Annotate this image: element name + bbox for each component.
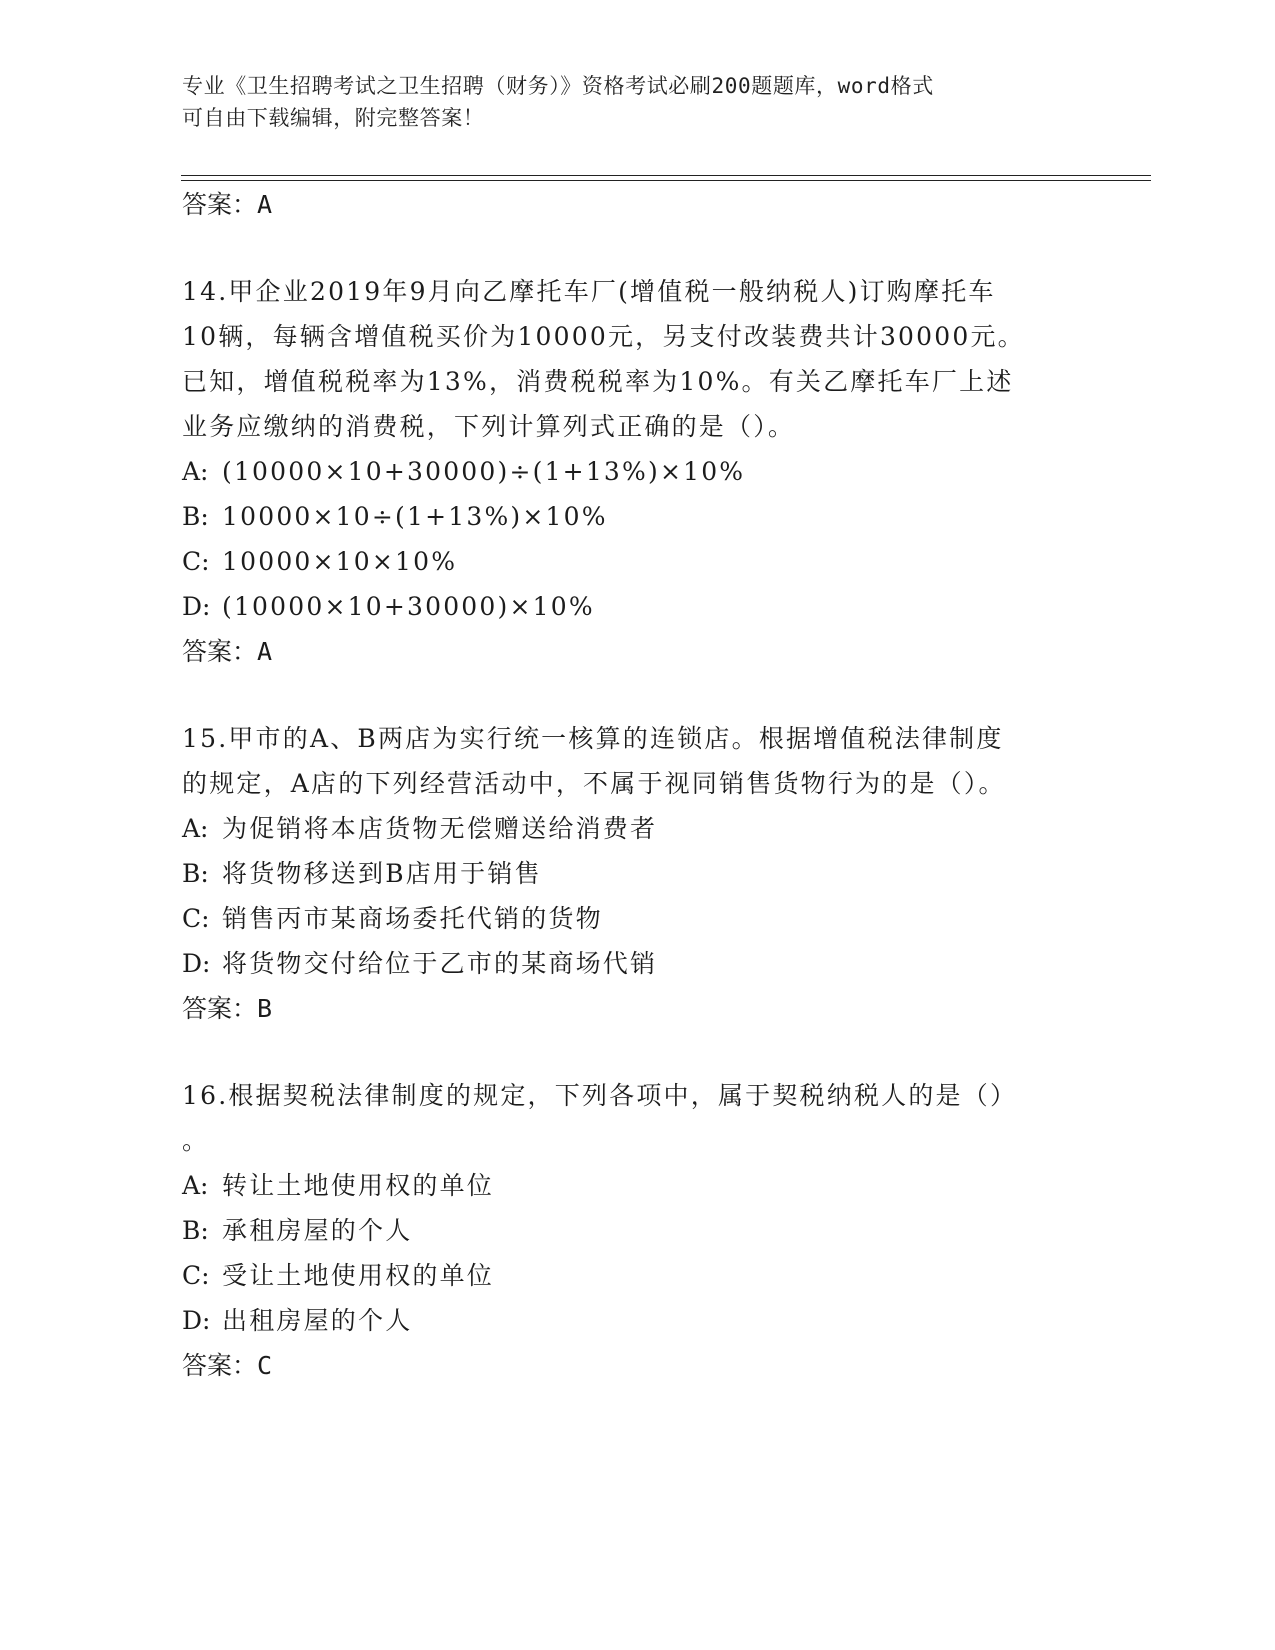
option-d <box>182 584 1082 629</box>
option-a <box>182 806 1082 851</box>
header-rule-top <box>181 175 1151 176</box>
option-text: 受让土地使用权的单位 <box>222 1261 495 1290</box>
header-line-2: 可自由下载编辑，附完整答案！ <box>182 106 485 130</box>
option-letter: C: <box>182 547 210 576</box>
option-text: 10000×10×10% <box>222 547 458 576</box>
option-text: (10000×10+30000)÷(1+13%)×10% <box>222 457 746 486</box>
question-content <box>182 182 1082 1388</box>
option-letter: D: <box>182 949 211 978</box>
question-text-line: 14.甲企业2019年9月向乙摩托车厂(增值税一般纳税人)订购摩托车 <box>182 277 996 306</box>
question-text-line: 。 <box>182 1126 210 1155</box>
previous-answer: 答案：A <box>182 190 273 219</box>
option-b <box>182 851 1082 896</box>
header-rule-bottom <box>181 180 1151 181</box>
question-15 <box>182 716 1082 1031</box>
option-letter: D: <box>182 592 211 621</box>
option-letter: B: <box>182 1216 209 1245</box>
option-text: 10000×10÷(1+13%)×10% <box>222 502 608 531</box>
option-letter: A: <box>182 814 209 843</box>
option-text: 承租房屋的个人 <box>222 1216 413 1245</box>
answer: 答案：A <box>182 637 273 666</box>
option-c <box>182 896 1082 941</box>
question-text-line: 10辆，每辆含增值税买价为10000元，另支付改装费共计30000元。 <box>182 322 1025 351</box>
option-a <box>182 449 1082 494</box>
option-text: 为促销将本店货物无偿赠送给消费者 <box>222 814 658 843</box>
option-letter: A: <box>182 457 209 486</box>
question-14 <box>182 269 1082 674</box>
option-c <box>182 539 1082 584</box>
option-d <box>182 1298 1082 1343</box>
option-a <box>182 1163 1082 1208</box>
question-text-line: 业务应缴纳的消费税，下列计算列式正确的是（）。 <box>182 412 796 441</box>
option-letter: C: <box>182 904 210 933</box>
question-text-line: 已知，增值税税率为13%，消费税税率为10%。有关乙摩托车厂上述 <box>182 367 1014 396</box>
option-letter: A: <box>182 1171 209 1200</box>
option-b <box>182 1208 1082 1253</box>
question-text-line: 15.甲市的A、B两店为实行统一核算的连锁店。根据增值税法律制度 <box>182 724 1004 753</box>
option-text: 将货物交付给位于乙市的某商场代销 <box>222 949 658 978</box>
answer: 答案：B <box>182 994 273 1023</box>
option-b <box>182 494 1082 539</box>
question-text-line: 16.根据契税法律制度的规定，下列各项中，属于契税纳税人的是（） <box>182 1081 1018 1110</box>
option-c <box>182 1253 1082 1298</box>
option-d <box>182 941 1082 986</box>
option-text: 出租房屋的个人 <box>222 1306 413 1335</box>
option-text: 销售丙市某商场委托代销的货物 <box>222 904 603 933</box>
option-text: (10000×10+30000)×10% <box>222 592 595 621</box>
option-letter: B: <box>182 502 209 531</box>
page-header <box>182 70 1062 134</box>
question-16 <box>182 1073 1082 1388</box>
option-letter: C: <box>182 1261 210 1290</box>
option-letter: B: <box>182 859 209 888</box>
option-text: 将货物移送到B店用于销售 <box>222 859 542 888</box>
option-text: 转让土地使用权的单位 <box>222 1171 495 1200</box>
option-letter: D: <box>182 1306 211 1335</box>
header-line-1: 专业《卫生招聘考试之卫生招聘（财务）》资格考试必刷200题题库，word格式 <box>182 74 934 98</box>
question-text-line: 的规定，A店的下列经营活动中，不属于视同销售货物行为的是（）。 <box>182 769 1006 798</box>
answer: 答案：C <box>182 1351 273 1380</box>
